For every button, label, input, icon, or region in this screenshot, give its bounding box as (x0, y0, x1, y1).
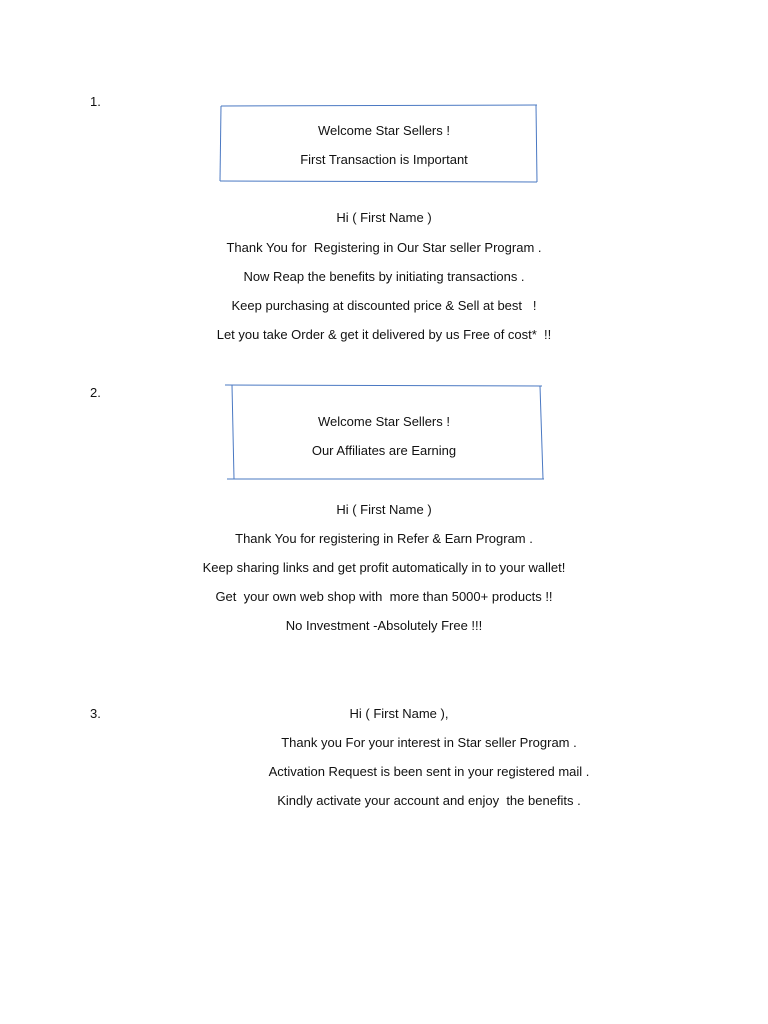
section-3-number: 3. (90, 706, 101, 721)
section-1-header-line-2: First Transaction is Important (300, 152, 468, 167)
section-2-body-line-5: No Investment -Absolutely Free !!! (285, 618, 483, 633)
section-3-body-line-1: Hi ( First Name ), (349, 706, 449, 721)
section-1-body-line-1: Hi ( First Name ) (336, 210, 432, 225)
section-1-body-line-4: Keep purchasing at discounted price & Sell at best ! (231, 298, 537, 313)
section-2-header-line-2: Our Affiliates are Earning (311, 443, 457, 458)
section-2-header-line-1: Welcome Star Sellers ! (318, 414, 450, 429)
section-2-body-line-3: Keep sharing links and get profit automatically in to your wallet! (202, 560, 566, 575)
section-1-header-line-1: Welcome Star Sellers ! (318, 123, 450, 138)
section-2-number: 2. (90, 385, 101, 400)
section-3-body-line-4: Kindly activate your account and enjoy the benefits . (277, 793, 581, 808)
section-1-header-box (219, 104, 539, 184)
section-2-body-line-2: Thank You for registering in Refer & Earn Program . (235, 531, 533, 546)
section-1-body-line-5: Let you take Order & get it delivered by us Free of cost* !! (216, 327, 552, 342)
section-1-body-line-3: Now Reap the benefits by initiating transactions . (243, 269, 525, 284)
section-2-body-line-4: Get your own web shop with more than 5000+ products !! (215, 589, 553, 604)
section-2-body-line-1: Hi ( First Name ) (336, 502, 432, 517)
section-1-number: 1. (90, 94, 101, 109)
section-3-body-line-3: Activation Request is been sent in your registered mail . (268, 764, 590, 779)
section-1-body-line-2: Thank You for Registering in Our Star seller Program . (226, 240, 542, 255)
section-2-header-box (224, 383, 546, 483)
section-3-body-line-2: Thank you For your interest in Star seller Program . (281, 735, 577, 750)
